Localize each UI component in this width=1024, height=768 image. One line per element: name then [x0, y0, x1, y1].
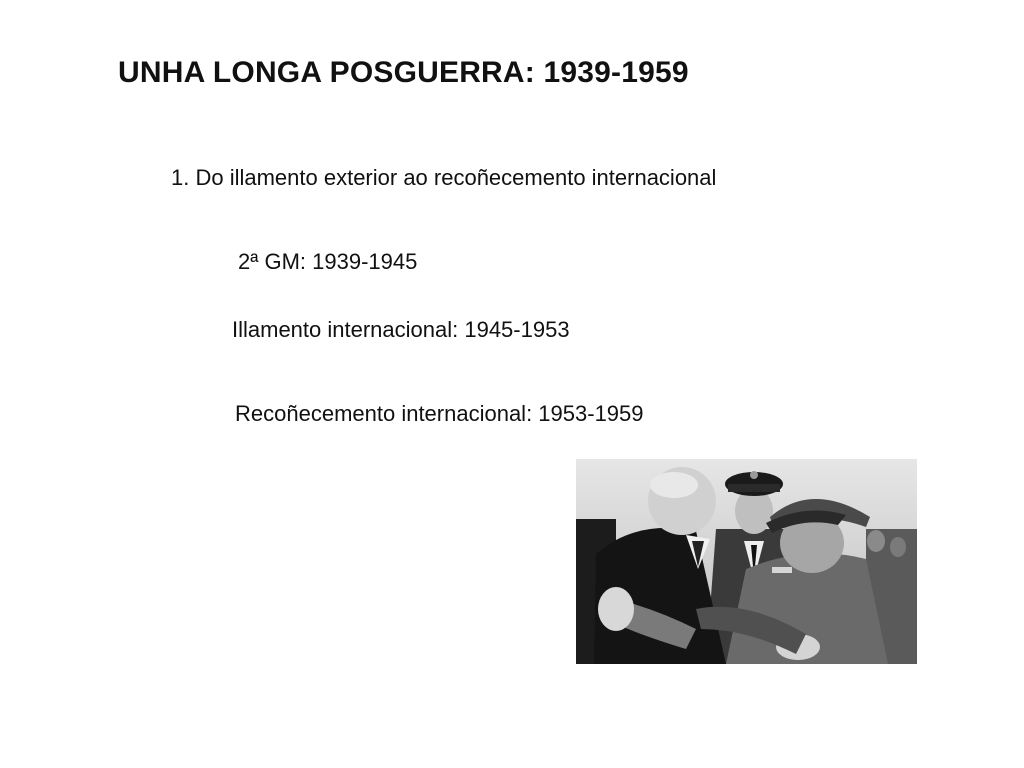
period-isolation: Illamento internacional: 1945-1953 — [232, 317, 570, 342]
section-heading: 1. Do illamento exterior ao recoñecemento internacional — [171, 165, 717, 190]
photo-illustration — [576, 459, 917, 664]
slide-title: UNHA LONGA POSGUERRA: 1939-1959 — [118, 56, 689, 89]
period-wwii: 2ª GM: 1939-1945 — [238, 249, 418, 274]
historical-photo — [576, 459, 917, 664]
period-recognition: Recoñecemento internacional: 1953-1959 — [235, 401, 644, 426]
